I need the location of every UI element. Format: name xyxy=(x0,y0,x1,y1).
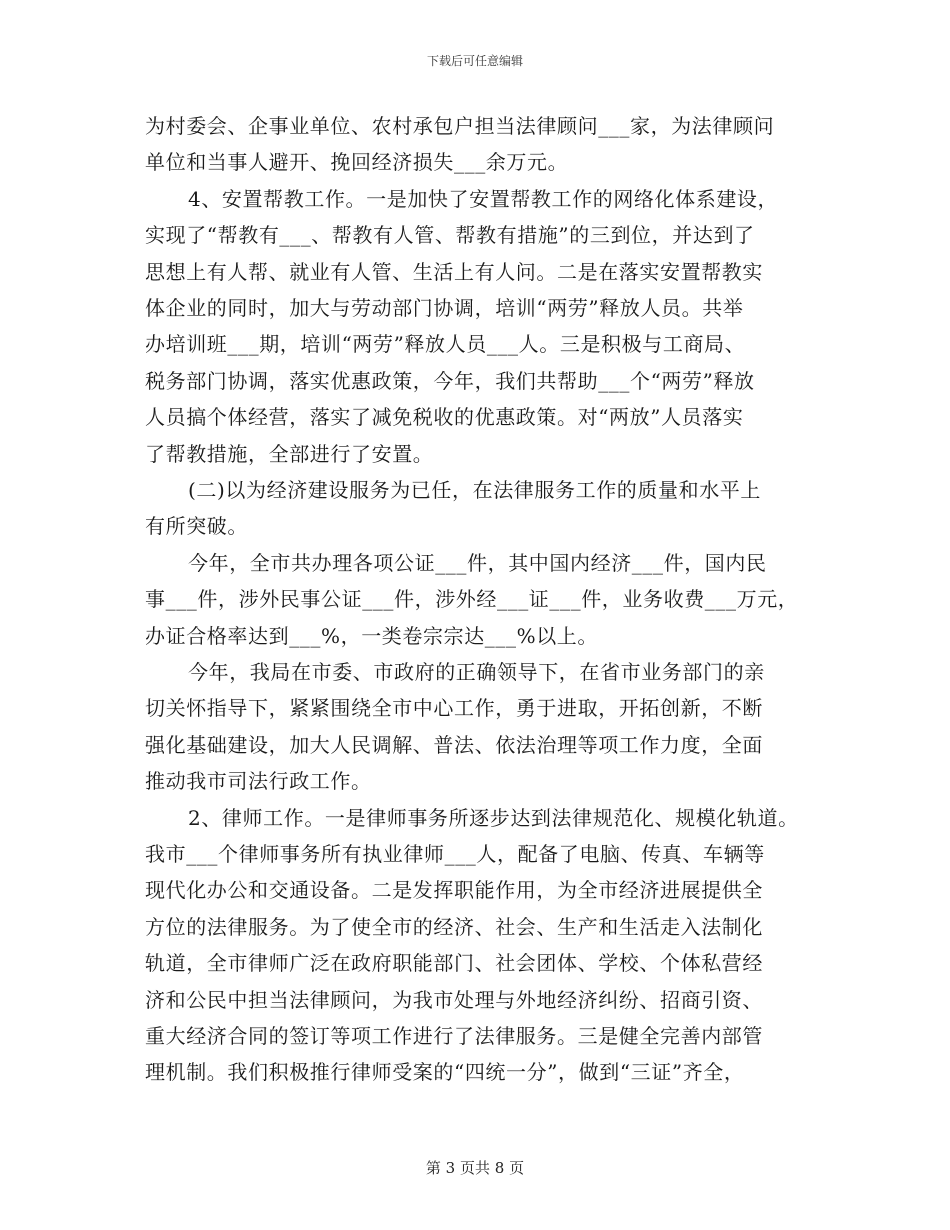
text-line: 实现了“帮教有___、帮教有人管、帮教有措施”的三到位，并达到了 xyxy=(145,223,755,248)
text-line: 今年，我局在市委、市政府的正确领导下，在省市业务部门的亲 xyxy=(188,660,765,684)
text-line: 切关怀指导下，紧紧围绕全市中心工作，勇于进取，开拓创新，不断 xyxy=(145,696,763,721)
text-line: 方位的法律服务。为了使全市的经济、社会、生产和生活走入法制化 xyxy=(145,914,763,939)
text-line: 事___件，涉外民事公证___件，涉外经___证___件，业务收费___万元， xyxy=(145,587,799,612)
text-line: 为村委会、企事业单位、农村承包户担当法律顾问___家，为法律顾问 xyxy=(145,114,775,138)
text-line: 2、律师工作。一是律师事务所逐步达到法律规范化、规模化轨道。 xyxy=(188,805,799,830)
text-line: 现代化办公和交通设备。二是发挥职能作用，为全市经济进展提供全 xyxy=(145,878,763,903)
text-line: 人员搞个体经营，落实了减免税收的优惠政策。对“两放”人员落实 xyxy=(145,405,744,430)
text-line: 我市___个律师事务所有执业律师___人，配备了电脑、传真、车辆等 xyxy=(145,842,765,866)
text-line: 办培训班___期，培训“两劳”释放人员___人。三是积极与工商局、 xyxy=(145,332,746,357)
text-line: 强化基础建设，加大人民调解、普法、依法治理等项工作力度，全面 xyxy=(145,732,763,757)
text-line: 理机制。我们积极推行律师受案的“四统一分”，做到“三证”齐全， xyxy=(145,1060,745,1085)
text-line: 推动我市司法行政工作。 xyxy=(145,769,372,794)
text-line: 重大经济合同的签订等项工作进行了法律服务。三是健全完善内部管 xyxy=(145,1024,763,1048)
text-line: 济和公民中担当法律顾问，为我市处理与外地经济纠纷、招商引资、 xyxy=(145,987,763,1012)
text-line: 税务部门协调，落实优惠政策，今年，我们共帮助___个“两劳”释放 xyxy=(145,368,755,393)
page-footer: 第 3 页共 8 页 xyxy=(425,1159,525,1177)
text-line: (二)以为经济建设服务为已任，在法律服务工作的质量和水平上 xyxy=(188,478,762,502)
text-line: 办证合格率达到___%，一类卷宗宗达___%以上。 xyxy=(145,623,599,648)
text-line: 轨道，全市律师广泛在政府职能部门、社会团体、学校、个体私营经 xyxy=(145,951,763,976)
text-line: 了帮教措施，全部进行了安置。 xyxy=(145,441,434,466)
text-line: 体企业的同时，加大与劳动部门协调，培训“两劳”释放人员。共举 xyxy=(145,296,744,320)
text-line: 有所突破。 xyxy=(145,514,248,539)
text-line: 4、安置帮教工作。一是加快了安置帮教工作的网络化体系建设， xyxy=(188,186,779,211)
page-header: 下载后可任意编辑 xyxy=(426,54,523,68)
text-line: 今年，全市共办理各项公证___件，其中国内经济___件，国内民 xyxy=(188,550,767,575)
text-line: 单位和当事人避开、挽回经济损失___余万元。 xyxy=(145,150,569,175)
text-line: 思想上有人帮、就业有人管、生活上有人问。二是在落实安置帮教实 xyxy=(145,259,763,284)
